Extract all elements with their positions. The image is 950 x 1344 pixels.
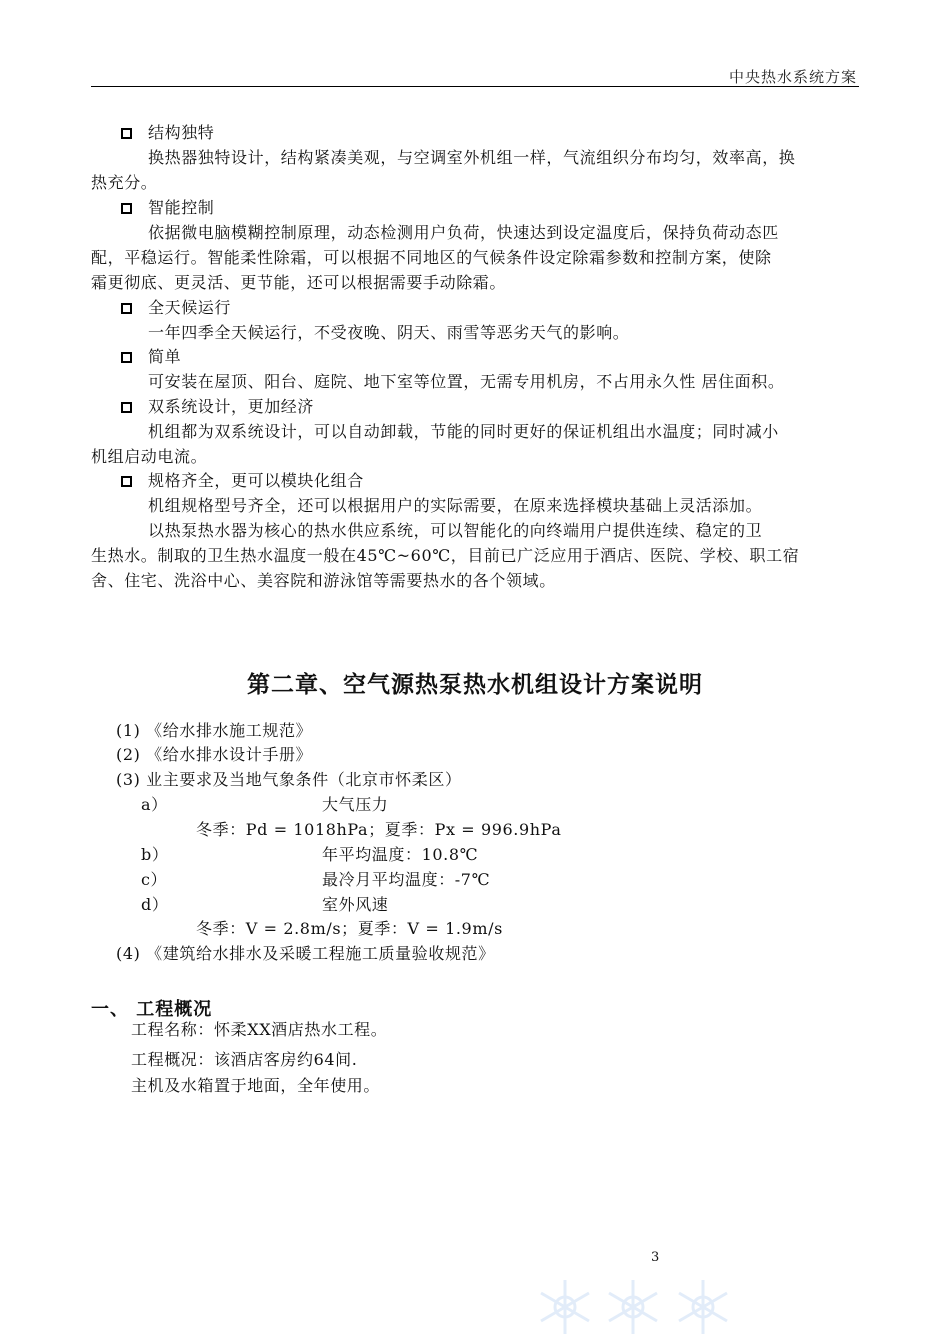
- feature-body-line: 依据微电脑模糊控制原理，动态检测用户负荷，快速达到设定温度后，保持负荷动态匹: [148, 223, 779, 242]
- feature-heading: 简单: [121, 347, 181, 367]
- feature-body-line: 换热器独特设计，结构紧凑美观，与空调室外机组一样，气流组织分布均匀，效率高，换: [148, 148, 796, 167]
- project-line: 主机及水箱置于地面，全年使用。: [131, 1076, 381, 1095]
- feature-body-line: 霜更彻底、更灵活、更节能，还可以根据需要手动除霜。: [91, 273, 507, 292]
- reference-item: (4) 《建筑给水排水及采暖工程施工质量验收规范》: [116, 944, 495, 963]
- checkbox-icon: [121, 303, 132, 314]
- checkbox-icon: [121, 352, 132, 363]
- checkbox-icon: [121, 476, 132, 487]
- param-label: a）: [141, 795, 168, 814]
- param-name: 室外风速: [322, 895, 389, 914]
- param-name: 最冷月平均温度：-7℃: [322, 870, 491, 889]
- header-title: 中央热水系统方案: [728, 68, 857, 86]
- param-label: d）: [141, 895, 169, 914]
- feature-heading: 全天候运行: [121, 298, 231, 318]
- feature-heading: 规格齐全，更可以模块化组合: [121, 471, 364, 491]
- param-label: b）: [141, 845, 169, 864]
- reference-item: (1) 《给水排水施工规范》: [116, 721, 313, 740]
- page-number: 3: [651, 1250, 660, 1265]
- project-line: 工程名称：怀柔XX酒店热水工程。: [131, 1020, 388, 1039]
- header-rule: [91, 86, 859, 87]
- summary-line: 生热水。制取的卫生热水温度一般在45℃~60℃，目前已广泛应用于酒店、医院、学校、职工宿: [91, 546, 800, 565]
- section-heading: 一、 工程概况: [91, 999, 213, 1020]
- feature-body-line: 机组启动电流。: [91, 447, 208, 466]
- reference-item: (2) 《给水排水设计手册》: [116, 745, 313, 764]
- param-name: 大气压力: [322, 795, 389, 814]
- checkbox-icon: [121, 128, 132, 139]
- snowflake-icon: [530, 1276, 600, 1338]
- feature-heading: 双系统设计，更加经济: [121, 397, 314, 417]
- feature-heading: 结构独特: [121, 123, 214, 143]
- checkbox-icon: [121, 203, 132, 214]
- param-name: 年平均温度：10.8℃: [322, 845, 479, 864]
- project-line: 工程概况：该酒店客房约64间.: [131, 1050, 358, 1069]
- reference-item: (3) 业主要求及当地气象条件（北京市怀柔区）: [116, 770, 462, 789]
- summary-line: 舍、住宅、洗浴中心、美容院和游泳馆等需要热水的各个领域。: [91, 571, 556, 590]
- param-detail: 冬季：Pd = 1018hPa；夏季：Px = 996.9hPa: [196, 820, 562, 839]
- feature-body-line: 配，平稳运行。智能柔性除霜，可以根据不同地区的气候条件设定除霜参数和控制方案，使除: [91, 248, 772, 267]
- feature-body-line: 机组规格型号齐全，还可以根据用户的实际需要，在原来选择模块基础上灵活添加。: [148, 496, 763, 515]
- feature-body-line: 可安装在屋顶、阳台、庭院、地下室等位置，无需专用机房，不占用永久性 居住面积。: [148, 372, 785, 391]
- checkbox-icon: [121, 402, 132, 413]
- snowflake-icon: [598, 1276, 668, 1338]
- feature-body-line: 机组都为双系统设计，可以自动卸载，节能的同时更好的保证机组出水温度；同时减小: [148, 422, 779, 441]
- feature-heading: 智能控制: [121, 198, 214, 218]
- param-label: c）: [141, 870, 168, 889]
- chapter-title: 第二章、空气源热泵热水机组设计方案说明: [247, 672, 703, 698]
- feature-body-line: 一年四季全天候运行，不受夜晚、阴天、雨雪等恶劣天气的影响。: [148, 323, 630, 342]
- snowflake-icon: [668, 1276, 738, 1338]
- feature-body-line: 热充分。: [91, 173, 158, 192]
- summary-line: 以热泵热水器为核心的热水供应系统，可以智能化的向终端用户提供连续、稳定的卫: [148, 521, 763, 540]
- param-detail: 冬季：V = 2.8m/s；夏季：V = 1.9m/s: [196, 919, 503, 938]
